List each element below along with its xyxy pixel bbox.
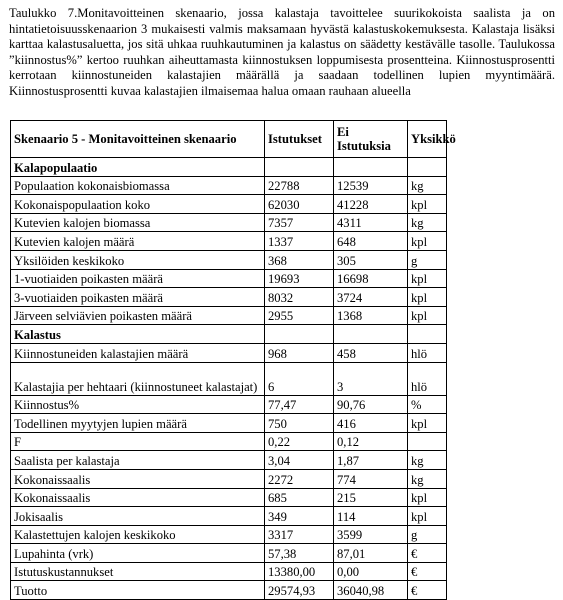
header-ei-istutuksia: Ei Istutuksia (334, 121, 408, 158)
value-istutukset: 349 (265, 507, 334, 526)
header-yksikko: Yksikkö (408, 121, 447, 158)
value-istutukset: 2955 (265, 306, 334, 325)
row-label: Populaation kokonaisbiomassa (11, 176, 265, 195)
value-istutukset: 13380,00 (265, 562, 334, 581)
value-ei-istutuksia: 16698 (334, 269, 408, 288)
unit: € (408, 544, 447, 563)
value-ei-istutuksia: 90,76 (334, 395, 408, 414)
value-ei-istutuksia: 87,01 (334, 544, 408, 563)
value-istutukset: 3,04 (265, 451, 334, 470)
row-label: 1-vuotiaiden poikasten määrä (11, 269, 265, 288)
unit: kpl (408, 269, 447, 288)
table-row (11, 213, 447, 232)
value-ei-istutuksia: 41228 (334, 195, 408, 214)
row-label: Kokonaissaalis (11, 488, 265, 507)
row-label: Lupahinta (vrk) (11, 544, 265, 563)
value-istutukset: 22788 (265, 176, 334, 195)
row-label: Kokonaispopulaation koko (11, 195, 265, 214)
unit: kpl (408, 414, 447, 433)
table-row (11, 507, 447, 526)
table-row (11, 288, 447, 307)
row-label: Kiinnostuneiden kalastajien määrä (11, 343, 265, 362)
table-row (11, 488, 447, 507)
row-label: Yksilöiden keskikoko (11, 250, 265, 269)
value-ei-istutuksia: 416 (334, 414, 408, 433)
table-row (11, 176, 447, 195)
table-row (11, 562, 447, 581)
value-ei-istutuksia: 12539 (334, 176, 408, 195)
unit: kpl (408, 288, 447, 307)
unit: kg (408, 451, 447, 470)
value-istutukset: 62030 (265, 195, 334, 214)
value-istutukset: 0,22 (265, 432, 334, 451)
value-ei-istutuksia: 3 (334, 362, 408, 395)
section-row (11, 158, 447, 177)
value-ei-istutuksia: 0,00 (334, 562, 408, 581)
value-istutukset: 6 (265, 362, 334, 395)
value-istutukset: 7357 (265, 213, 334, 232)
value-istutukset: 368 (265, 250, 334, 269)
unit: kpl (408, 232, 447, 251)
unit: hlö (408, 343, 447, 362)
table-row (11, 451, 447, 470)
value-istutukset: 2272 (265, 469, 334, 488)
value-ei-istutuksia: 1,87 (334, 451, 408, 470)
header-scenario: Skenaario 5 - Monitavoitteinen skenaario (11, 121, 265, 158)
value-istutukset: 19693 (265, 269, 334, 288)
row-label: Kokonaissaalis (11, 469, 265, 488)
value-ei-istutuksia: 305 (334, 250, 408, 269)
row-label: Järveen selviävien poikasten määrä (11, 306, 265, 325)
table-row (11, 395, 447, 414)
row-label: Todellinen myytyjen lupien määrä (11, 414, 265, 433)
row-label: Tuotto (11, 581, 265, 600)
table-row (11, 525, 447, 544)
row-label: Kalastettujen kalojen keskikoko (11, 525, 265, 544)
row-label: Saalista per kalastaja (11, 451, 265, 470)
unit: hlö (408, 362, 447, 395)
table-row (11, 269, 447, 288)
row-label: Istutuskustannukset (11, 562, 265, 581)
empty-cell (334, 158, 408, 177)
table-row (11, 250, 447, 269)
value-istutukset: 750 (265, 414, 334, 433)
section-row (11, 325, 447, 344)
row-label: Kutevien kalojen määrä (11, 232, 265, 251)
header-row (11, 121, 447, 158)
value-istutukset: 29574,93 (265, 581, 334, 600)
row-label: Jokisaalis (11, 507, 265, 526)
unit (408, 432, 447, 451)
row-label: 3-vuotiaiden poikasten määrä (11, 288, 265, 307)
value-ei-istutuksia: 114 (334, 507, 408, 526)
unit: % (408, 395, 447, 414)
table-row (11, 432, 447, 451)
table-row (11, 469, 447, 488)
unit: € (408, 562, 447, 581)
unit: kg (408, 469, 447, 488)
value-ei-istutuksia: 648 (334, 232, 408, 251)
table-row (11, 343, 447, 362)
table-row (11, 306, 447, 325)
row-label: Kutevien kalojen biomassa (11, 213, 265, 232)
row-label: Kalastajia per hehtaari (kiinnostuneet kalastajat) (11, 362, 265, 395)
unit: kpl (408, 306, 447, 325)
table-caption: Taulukko 7.Monitavoitteinen skenaario, jossa kalastaja tavoittelee suurikokoista saalista ja on hintatietoisuusskenaarion 3 mukaisesti valmis maksamaan hyvästä kalastuskokemuksesta. Kalastaja lisäksi karttaa kalastusaluetta, jos sitä uhkaa ruuhkautuminen ja kalastus on säädetty kestävälle tasolle. Taulukossa ”kiinnostus%” kertoo ruuhkan aiheuttamasta kiinnostuksen loppumisesta prosentteina. Kiinnostusprosentti kerrotaan kiinnostuneiden kalastajien määrällä ja saadaan todellinen lupien myyntimäärä. Kiinnostusprosentti kuvaa kalastajien ilmaisemaa halua omaan rauhaan alueella (9, 6, 555, 98)
unit: g (408, 250, 447, 269)
unit: g (408, 525, 447, 544)
value-istutukset: 968 (265, 343, 334, 362)
unit: kg (408, 213, 447, 232)
scenario-table (10, 120, 456, 600)
value-ei-istutuksia: 458 (334, 343, 408, 362)
value-istutukset: 1337 (265, 232, 334, 251)
table-row (11, 362, 447, 395)
value-istutukset: 3317 (265, 525, 334, 544)
empty-cell (334, 325, 408, 344)
value-istutukset: 685 (265, 488, 334, 507)
empty-cell (265, 158, 334, 177)
value-ei-istutuksia: 4311 (334, 213, 408, 232)
table-row (11, 544, 447, 563)
value-ei-istutuksia: 215 (334, 488, 408, 507)
header-istutukset: Istutukset (265, 121, 334, 158)
table-row (11, 232, 447, 251)
value-istutukset: 77,47 (265, 395, 334, 414)
value-istutukset: 57,38 (265, 544, 334, 563)
value-ei-istutuksia: 1368 (334, 306, 408, 325)
table-row (11, 414, 447, 433)
section-title: Kalapopulaatio (11, 158, 265, 177)
unit: kpl (408, 488, 447, 507)
unit: kpl (408, 195, 447, 214)
value-ei-istutuksia: 0,12 (334, 432, 408, 451)
empty-cell (408, 158, 447, 177)
value-ei-istutuksia: 3724 (334, 288, 408, 307)
table-row (11, 195, 447, 214)
empty-cell (408, 325, 447, 344)
value-istutukset: 8032 (265, 288, 334, 307)
unit: kg (408, 176, 447, 195)
unit: € (408, 581, 447, 600)
section-title: Kalastus (11, 325, 265, 344)
row-label: F (11, 432, 265, 451)
value-ei-istutuksia: 36040,98 (334, 581, 408, 600)
row-label: Kiinnostus% (11, 395, 265, 414)
empty-cell (265, 325, 334, 344)
value-ei-istutuksia: 3599 (334, 525, 408, 544)
unit: kpl (408, 507, 447, 526)
value-ei-istutuksia: 774 (334, 469, 408, 488)
